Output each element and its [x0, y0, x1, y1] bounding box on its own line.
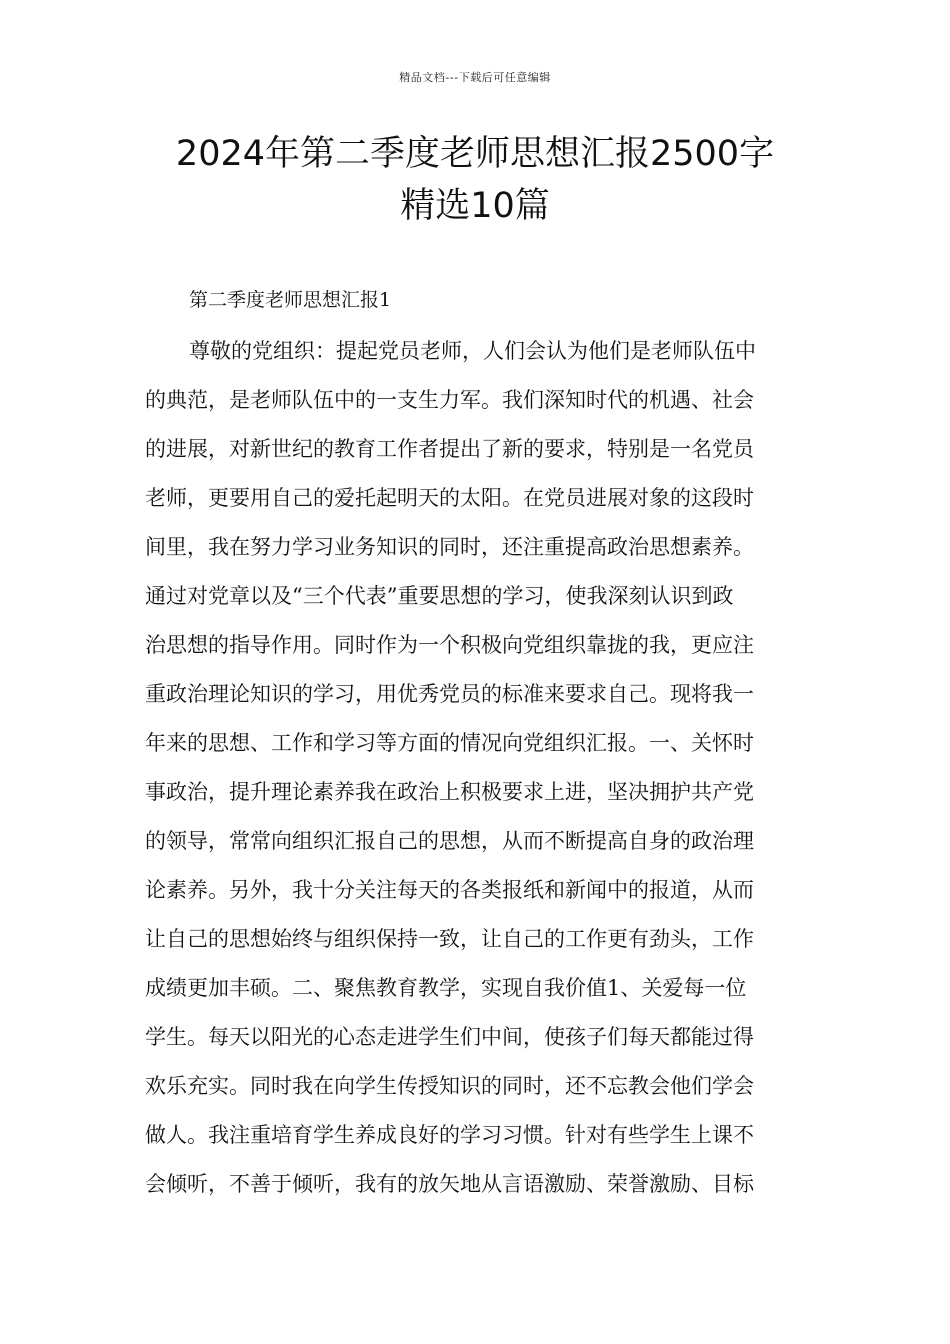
body-paragraph — [145, 331, 807, 1213]
paragraph-line: 让自己的思想始终与组织保持一致，让自己的工作更有劲头，工作 — [145, 927, 754, 951]
paragraph-line: 做人。我注重培育学生养成良好的学习习惯。针对有些学生上课不 — [145, 1123, 754, 1147]
paragraph-line: 尊敬的党组织：提起党员老师，人们会认为他们是老师队伍中 — [189, 339, 756, 363]
title-line-1: 2024年第二季度老师思想汇报2500字 — [175, 134, 775, 174]
paragraph-line: 的典范，是老师队伍中的一支生力军。我们深知时代的机遇、社会 — [145, 388, 754, 412]
paragraph-line: 欢乐充实。同时我在向学生传授知识的同时，还不忘教会他们学会 — [145, 1074, 754, 1098]
header-note: 精品文档---下载后可任意编辑 — [399, 71, 551, 84]
paragraph-line: 会倾听，不善于倾听，我有的放矢地从言语激励、荣誉激励、目标 — [145, 1172, 754, 1196]
paragraph-line: 学生。每天以阳光的心态走进学生们中间，使孩子们每天都能过得 — [145, 1025, 754, 1049]
paragraph-line: 的进展，对新世纪的教育工作者提出了新的要求，特别是一名党员 — [145, 437, 754, 461]
paragraph-line: 间里，我在努力学习业务知识的同时，还注重提高政治思想素养。 — [145, 535, 754, 559]
paragraph-line: 事政治，提升理论素养我在政治上积极要求上进，坚决拥护共产党 — [145, 780, 754, 804]
paragraph-line: 通过对党章以及“三个代表”重要思想的学习，使我深刻认识到政 — [145, 584, 734, 608]
paragraph-line: 治思想的指导作用。同时作为一个积极向党组织靠拢的我，更应注 — [145, 633, 754, 657]
paragraph-line: 重政治理论知识的学习，用优秀党员的标准来要求自己。现将我一 — [145, 682, 754, 706]
paragraph-line: 年来的思想、工作和学习等方面的情况向党组织汇报。一、关怀时 — [145, 731, 754, 755]
document-title — [120, 128, 830, 232]
paragraph-line: 老师，更要用自己的爱托起明天的太阳。在党员进展对象的这段时 — [145, 486, 754, 510]
paragraph-line: 论素养。另外，我十分关注每天的各类报纸和新闻中的报道，从而 — [145, 878, 754, 902]
paragraph-line: 的领导，常常向组织汇报自己的思想，从而不断提高自身的政治理 — [145, 829, 754, 853]
title-line-2: 精选10篇 — [400, 186, 550, 226]
paragraph-line: 成绩更加丰硕。二、聚焦教育教学，实现自我价值1、关爱每一位 — [145, 976, 747, 1000]
section-heading: 第二季度老师思想汇报1 — [189, 289, 392, 311]
